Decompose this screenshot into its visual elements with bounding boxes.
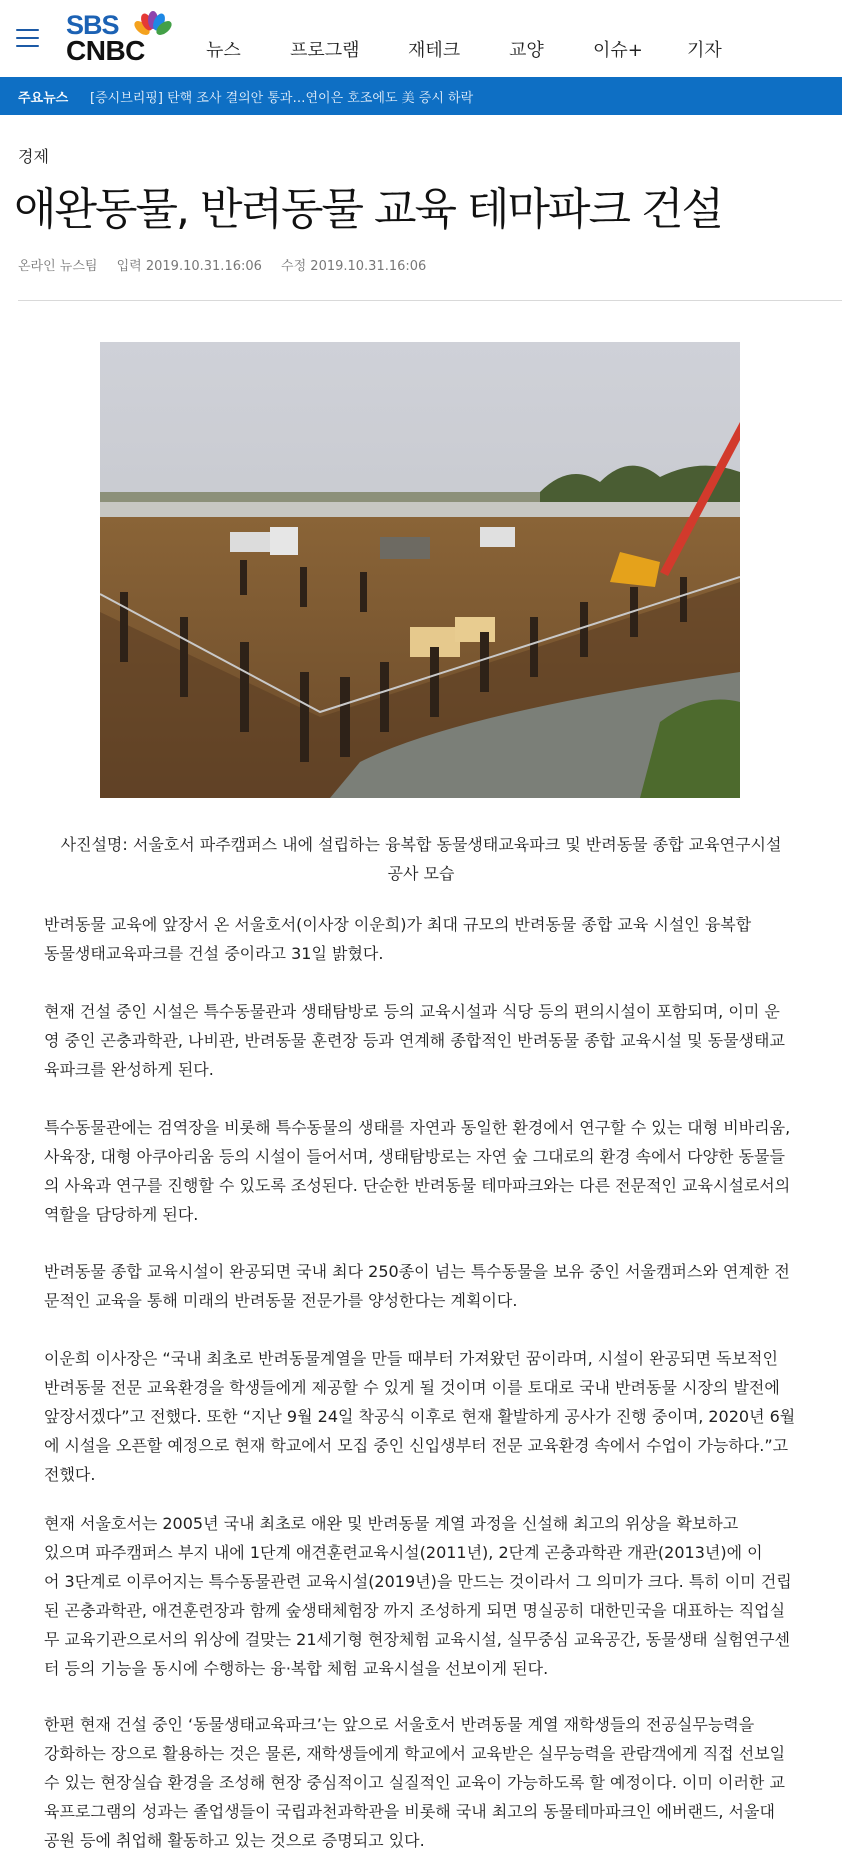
paragraph-line: 수 있는 현장실습 환경을 조성해 현장 중심적이고 실질적인 교육이 가능하도록 할 예정이다. 이미 이러한 교	[44, 1773, 785, 1792]
paragraph-line: 된 곤충과학관, 애견훈련장과 함께 숲생태체험장 까지 조성하게 되면 명실공히 대한민국을 대표하는 직업실	[44, 1601, 786, 1620]
article-paragraph	[44, 1113, 814, 1229]
article-paragraph	[44, 1509, 814, 1683]
headline-ticker	[0, 77, 842, 115]
paragraph-line: 현재 서울호서는 2005년 국내 최초로 애완 및 반려동물 계열 과정을 신설해 최고의 위상을 확보하고	[44, 1514, 739, 1533]
paragraph-line: 있으며 파주캠퍼스 부지 내에 1단계 애견훈련교육시설(2011년), 2단계 곤충과학관 개관(2013년)에 이	[44, 1543, 763, 1562]
logo-top-text: SBS	[66, 10, 119, 40]
paragraph-line: 육파크를 완성하게 된다.	[44, 1060, 214, 1079]
site-header	[0, 0, 842, 77]
paragraph-line: 동물생태교육파크를 건설 중이라고 31일 밝혔다.	[44, 944, 384, 963]
paragraph-line: 영 중인 곤충과학관, 나비관, 반려동물 훈련장 등과 연계해 종합적인 반려동물 종합 교육시설 및 동물생태교	[44, 1031, 785, 1050]
divider	[18, 300, 842, 301]
paragraph-line: 역할을 담당하게 된다.	[44, 1205, 199, 1224]
article-paragraph	[44, 910, 814, 968]
paragraph-line: 반려동물 종합 교육시설이 완공되면 국내 최다 250종이 넘는 특수동물을 보유 중인 서울캠퍼스와 연계한 전	[44, 1262, 790, 1281]
caption-line: 사진설명: 서울호서 파주캠퍼스 내에 설립하는 융복합 동물생태교육파크 및 반려동물 종합 교육연구시설	[60, 835, 782, 854]
paragraph-line: 육프로그램의 성과는 졸업생들이 국립과천과학관을 비롯해 국내 최고의 동물테마파크인 에버랜드, 서울대	[44, 1802, 775, 1821]
nav-reporters[interactable]: 기자	[687, 40, 722, 61]
paragraph-line: 터 등의 기능을 동시에 수행하는 융·복합 체험 교육시설을 선보이게 된다.	[44, 1659, 549, 1678]
paragraph-line: 강화하는 장으로 활용하는 것은 물론, 재학생들에게 학교에서 교육받은 실무능력을 관람객에게 직접 선보일	[44, 1744, 786, 1763]
caption-line: 공사 모습	[387, 864, 455, 883]
paragraph-line: 앞장서겠다”고 전했다. 또한 “지난 9월 24일 착공식 이후로 현재 활발하게 공사가 진행 중이며, 2020년 6월	[44, 1407, 796, 1426]
ticker-label: 주요뉴스	[18, 91, 69, 106]
sbs-cnbc-logo[interactable]	[66, 8, 178, 64]
paragraph-line: 사육장, 대형 아쿠아리움 등의 시설이 들어서며, 생태탐방로는 자연 숲 그대로의 환경 속에서 다양한 동물들	[44, 1147, 785, 1166]
paragraph-line: 한편 현재 건설 중인 ‘동물생태교육파크’는 앞으로 서울호서 반려동물 계열 재학생들의 전공실무능력을	[44, 1715, 755, 1734]
main-nav	[206, 36, 722, 62]
paragraph-line: 어 3단계로 이루어지는 특수동물관련 교육시설(2019년)을 만드는 것이라서 그 의미가 크다. 특히 이미 건립	[44, 1572, 792, 1591]
paragraph-line: 에 시설을 오픈할 예정으로 현재 학교에서 모집 중인 신입생부터 전문 교육환경 속에서 수업이 가능하다.”고	[44, 1436, 789, 1455]
paragraph-line: 반려동물 교육에 앞장서 온 서울호서(이사장 이운희)가 최대 규모의 반려동물 종합 교육 시설인 융복합	[44, 915, 752, 934]
article-meta	[18, 255, 441, 274]
paragraph-line: 공원 등에 취업해 활동하고 있는 것으로 증명되고 있다.	[44, 1831, 425, 1850]
paragraph-line: 의 사육과 연구를 진행할 수 있도록 조성된다. 단순한 반려동물 테마파크와는 다른 전문적인 교육시설로서의	[44, 1176, 791, 1195]
peacock-icon	[128, 8, 176, 38]
construction-site-photo	[100, 342, 740, 798]
article-title: 애완동물, 반려동물 교육 테마파크 건설	[14, 184, 722, 235]
nav-programs[interactable]: 프로그램	[290, 40, 360, 61]
nav-finance[interactable]: 재테크	[408, 40, 461, 61]
photo-caption	[40, 830, 802, 888]
paragraph-line: 전했다.	[44, 1465, 96, 1484]
article-author: 온라인 뉴스팀	[18, 259, 98, 274]
paragraph-line: 문적인 교육을 통해 미래의 반려동물 전문가를 양성한다는 계획이다.	[44, 1291, 518, 1310]
nav-news[interactable]: 뉴스	[206, 40, 241, 61]
modified-date: 수정 2019.10.31.16:06	[281, 259, 427, 274]
input-date: 입력 2019.10.31.16:06	[116, 259, 262, 274]
nav-issues[interactable]: 이슈+	[593, 40, 643, 61]
nav-culture[interactable]: 교양	[509, 40, 544, 61]
paragraph-line: 무 교육기관으로서의 위상에 걸맞는 21세기형 현장체험 교육시설, 실무중심 교육공간, 동물생태 실험연구센	[44, 1630, 790, 1649]
article-paragraph	[44, 1257, 814, 1315]
article-paragraph	[44, 1344, 814, 1489]
article-category[interactable]: 경제	[18, 147, 49, 166]
paragraph-line: 반려동물 전문 교육환경을 학생들에게 제공할 수 있게 될 것이며 이를 토대로 국내 반려동물 시장의 발전에	[44, 1378, 780, 1397]
menu-icon[interactable]	[16, 29, 39, 47]
paragraph-line: 현재 건설 중인 시설은 특수동물관과 생태탐방로 등의 교육시설과 식당 등의 편의시설이 포함되며, 이미 운	[44, 1002, 780, 1021]
article-paragraph	[44, 1710, 814, 1855]
paragraph-line: 특수동물관에는 검역장을 비롯해 특수동물의 생태를 자연과 동일한 환경에서 연구할 수 있는 대형 비바리움,	[44, 1118, 791, 1137]
logo-bottom-text: CNBC	[66, 35, 145, 66]
paragraph-line: 이운희 이사장은 “국내 최초로 반려동물계열을 만들 때부터 가져왔던 꿈이라며, 시설이 완공되면 독보적인	[44, 1349, 778, 1368]
article-paragraph	[44, 997, 814, 1084]
ticker-headline-link[interactable]: [증시브리핑] 탄핵 조사 결의안 통과…연이은 호조에도 美 증시 하락	[90, 91, 474, 106]
